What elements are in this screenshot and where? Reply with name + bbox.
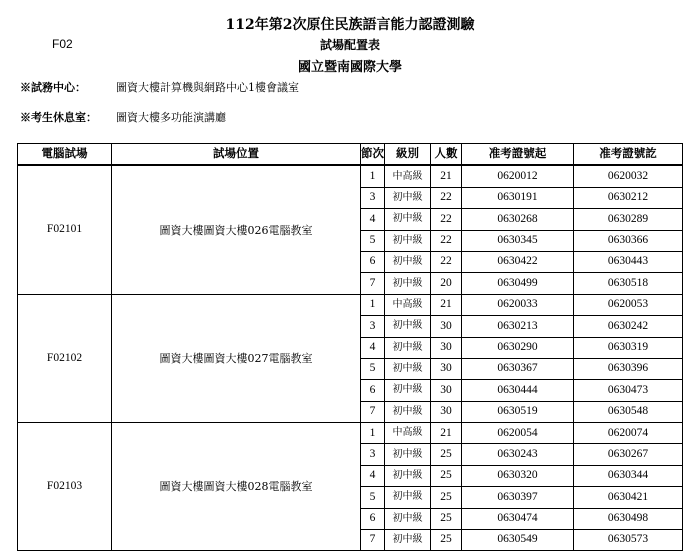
room-location-cell: 圖資大樓圖資大樓027電腦教室 (112, 294, 361, 422)
level-cell: 初中級 (385, 530, 431, 551)
table-body (18, 165, 683, 551)
session-cell: 7 (361, 530, 385, 551)
admission-start-cell: 0630444 (462, 380, 574, 401)
level-cell: 初中級 (385, 251, 431, 272)
count-cell: 20 (431, 273, 462, 294)
rest-room-label: ※考生休息室： (20, 111, 97, 124)
session-cell: 5 (361, 358, 385, 379)
session-cell: 6 (361, 380, 385, 401)
admission-end-cell: 0630319 (574, 337, 683, 358)
count-cell: 22 (431, 187, 462, 208)
level-cell: 初中級 (385, 465, 431, 486)
admission-end-cell: 0630573 (574, 530, 683, 551)
table-row (18, 423, 683, 444)
session-cell: 6 (361, 508, 385, 529)
count-cell: 30 (431, 401, 462, 422)
school-name: 國立暨南國際大學 (297, 60, 402, 75)
admission-end-cell: 0620053 (574, 294, 683, 315)
exam-center-label: ※試務中心： (20, 81, 86, 94)
admission-end-cell: 0630344 (574, 465, 683, 486)
session-cell: 5 (361, 230, 385, 251)
count-cell: 21 (431, 423, 462, 444)
admission-end-cell: 0620074 (574, 423, 683, 444)
admission-start-cell: 0630243 (462, 444, 574, 465)
admission-start-cell: 0630367 (462, 358, 574, 379)
room-id-cell: F02101 (18, 165, 112, 294)
count-cell: 21 (431, 165, 462, 187)
admission-start-cell: 0630213 (462, 316, 574, 337)
session-cell: 7 (361, 273, 385, 294)
room-location-cell: 圖資大樓圖資大樓028電腦教室 (112, 423, 361, 551)
session-cell: 3 (361, 316, 385, 337)
admission-start-cell: 0620054 (462, 423, 574, 444)
session-cell: 1 (361, 423, 385, 444)
session-cell: 4 (361, 337, 385, 358)
admission-end-cell: 0620032 (574, 165, 683, 187)
room-location-cell: 圖資大樓圖資大樓026電腦教室 (112, 165, 361, 294)
level-cell: 初中級 (385, 273, 431, 294)
admission-start-cell: 0620012 (462, 165, 574, 187)
level-cell: 中高級 (385, 294, 431, 315)
admission-start-cell: 0630397 (462, 487, 574, 508)
admission-start-cell: 0630549 (462, 530, 574, 551)
admission-end-cell: 0630548 (574, 401, 683, 422)
count-cell: 21 (431, 294, 462, 315)
header-session: 節次 (361, 144, 385, 166)
rest-room-line (20, 109, 226, 125)
admission-end-cell: 0630443 (574, 251, 683, 272)
exam-center-value: 圖資大樓計算機與網路中心1樓會議室 (116, 81, 299, 94)
admission-start-cell: 0620033 (462, 294, 574, 315)
count-cell: 25 (431, 487, 462, 508)
admission-end-cell: 0630421 (574, 487, 683, 508)
level-cell: 初中級 (385, 487, 431, 508)
session-cell: 5 (361, 487, 385, 508)
admission-start-cell: 0630191 (462, 187, 574, 208)
session-cell: 1 (361, 294, 385, 315)
level-cell: 初中級 (385, 187, 431, 208)
level-cell: 初中級 (385, 358, 431, 379)
count-cell: 25 (431, 465, 462, 486)
count-cell: 25 (431, 530, 462, 551)
session-cell: 1 (361, 165, 385, 187)
count-cell: 30 (431, 316, 462, 337)
admission-end-cell: 0630498 (574, 508, 683, 529)
admission-end-cell: 0630518 (574, 273, 683, 294)
level-cell: 初中級 (385, 444, 431, 465)
document-title: 112年第2次原住民族語言能力認證測驗 (225, 17, 475, 33)
header-computer-room: 電腦試場 (18, 144, 112, 166)
session-cell: 6 (361, 251, 385, 272)
level-cell: 中高級 (385, 423, 431, 444)
count-cell: 30 (431, 380, 462, 401)
room-allocation-table (17, 143, 683, 551)
header-admission-start: 准考證號起 (462, 144, 574, 166)
document-subtitle: 試場配置表 (319, 38, 380, 52)
admission-end-cell: 0630212 (574, 187, 683, 208)
admission-start-cell: 0630345 (462, 230, 574, 251)
room-id-cell: F02102 (18, 294, 112, 422)
admission-start-cell: 0630474 (462, 508, 574, 529)
header-count: 人數 (431, 144, 462, 166)
count-cell: 25 (431, 444, 462, 465)
document-code: F02 (52, 37, 73, 51)
admission-start-cell: 0630519 (462, 401, 574, 422)
level-cell: 初中級 (385, 508, 431, 529)
count-cell: 22 (431, 251, 462, 272)
table-row (18, 294, 683, 315)
header-admission-end: 准考證號訖 (574, 144, 683, 166)
admission-end-cell: 0630242 (574, 316, 683, 337)
session-cell: 3 (361, 187, 385, 208)
level-cell: 初中級 (385, 401, 431, 422)
count-cell: 22 (431, 209, 462, 230)
exam-center-line (20, 79, 299, 95)
level-cell: 初中級 (385, 230, 431, 251)
level-cell: 初中級 (385, 337, 431, 358)
room-id-cell: F02103 (18, 423, 112, 551)
table-row (18, 165, 683, 187)
session-cell: 4 (361, 209, 385, 230)
admission-end-cell: 0630289 (574, 209, 683, 230)
admission-start-cell: 0630320 (462, 465, 574, 486)
count-cell: 30 (431, 358, 462, 379)
header-room-location: 試場位置 (112, 144, 361, 166)
admission-start-cell: 0630422 (462, 251, 574, 272)
level-cell: 初中級 (385, 316, 431, 337)
table-header-row (18, 144, 683, 166)
admission-start-cell: 0630268 (462, 209, 574, 230)
session-cell: 7 (361, 401, 385, 422)
level-cell: 中高級 (385, 165, 431, 187)
admission-end-cell: 0630267 (574, 444, 683, 465)
count-cell: 30 (431, 337, 462, 358)
level-cell: 初中級 (385, 209, 431, 230)
count-cell: 22 (431, 230, 462, 251)
admission-end-cell: 0630473 (574, 380, 683, 401)
rest-room-value: 圖資大樓多功能演講廳 (116, 111, 226, 124)
session-cell: 4 (361, 465, 385, 486)
header-level: 級別 (385, 144, 431, 166)
session-cell: 3 (361, 444, 385, 465)
admission-start-cell: 0630499 (462, 273, 574, 294)
admission-start-cell: 0630290 (462, 337, 574, 358)
level-cell: 初中級 (385, 380, 431, 401)
count-cell: 25 (431, 508, 462, 529)
admission-end-cell: 0630396 (574, 358, 683, 379)
admission-end-cell: 0630366 (574, 230, 683, 251)
